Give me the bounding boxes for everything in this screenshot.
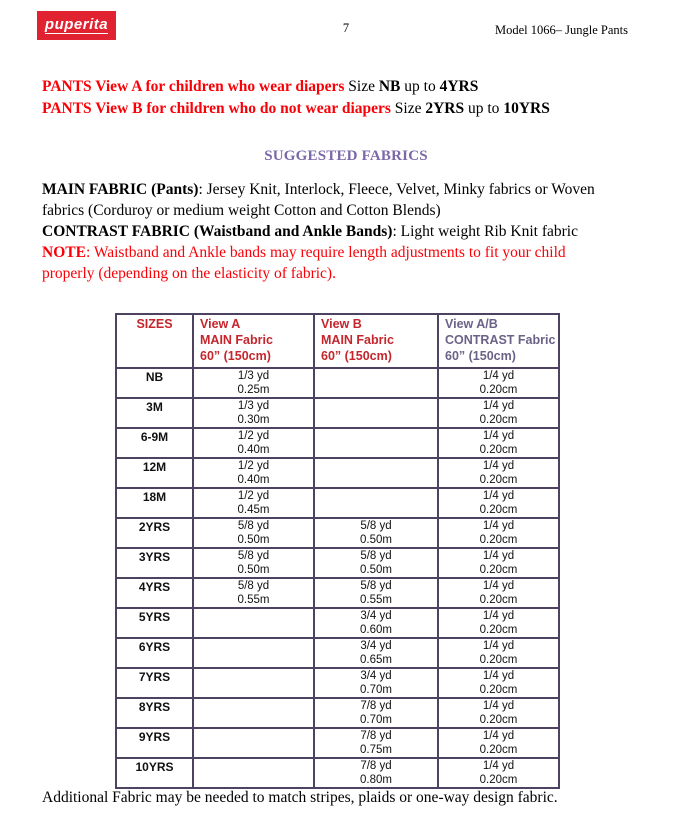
view-b-cell: 5/8 yd 0.50m (314, 518, 438, 548)
size-label: 12M (116, 458, 193, 488)
contrast-cell: 1/4 yd 0.20cm (438, 578, 559, 608)
size-label: 3YRS (116, 548, 193, 578)
size-label: 5YRS (116, 608, 193, 638)
table-row (116, 428, 559, 458)
view-b-cell: 5/8 yd 0.50m (314, 548, 438, 578)
view-a-cell: 1/3 yd 0.30m (193, 398, 314, 428)
contrast-cell: 1/4 yd 0.20cm (438, 428, 559, 458)
size-label: 4YRS (116, 578, 193, 608)
main-fabric-text-2: fabrics (Corduroy or medium weight Cotton and Cotton Blends) (42, 202, 441, 219)
size-label: 8YRS (116, 698, 193, 728)
view-a-cell: 5/8 yd 0.50m (193, 548, 314, 578)
view-a-red-text: PANTS View A for children who wear diapers (42, 78, 345, 95)
view-a-cell (193, 758, 314, 788)
view-b-cell: 3/4 yd 0.60m (314, 608, 438, 638)
view-a-size-end: 4YRS (439, 78, 479, 95)
view-b-line (42, 98, 550, 120)
column-header: View A MAIN Fabric 60” (150cm) (193, 314, 314, 368)
view-b-cell: 3/4 yd 0.70m (314, 668, 438, 698)
view-b-cell (314, 488, 438, 518)
contrast-cell: 1/4 yd 0.20cm (438, 518, 559, 548)
column-header: SIZES (116, 314, 193, 368)
view-b-cell (314, 368, 438, 398)
contrast-fabric-label: CONTRAST FABRIC (Waistband and Ankle Bands) (42, 223, 393, 240)
table-row (116, 668, 559, 698)
view-a-cell (193, 668, 314, 698)
view-a-cell (193, 698, 314, 728)
table-row (116, 608, 559, 638)
table-row (116, 758, 559, 788)
note-text-1: : Waistband and Ankle bands may require length adjustments to fit your child (85, 244, 566, 261)
view-a-cell: 5/8 yd 0.50m (193, 518, 314, 548)
column-header: View B MAIN Fabric 60” (150cm) (314, 314, 438, 368)
fabric-description (42, 179, 662, 284)
table-row (116, 368, 559, 398)
contrast-cell: 1/4 yd 0.20cm (438, 698, 559, 728)
page-number: 7 (342, 21, 350, 35)
view-b-cell: 7/8 yd 0.80m (314, 758, 438, 788)
contrast-cell: 1/4 yd 0.20cm (438, 398, 559, 428)
table-body (116, 368, 559, 788)
size-label: 9YRS (116, 728, 193, 758)
view-a-cell: 5/8 yd 0.55m (193, 578, 314, 608)
size-label: 7YRS (116, 668, 193, 698)
document-title: Model 1066– Jungle Pants (495, 23, 628, 37)
view-b-red-text: PANTS View B for children who do not wear diapers (42, 99, 391, 117)
view-a-cell (193, 728, 314, 758)
view-a-cell: 1/2 yd 0.45m (193, 488, 314, 518)
table-row (116, 638, 559, 668)
contrast-fabric-text: : Light weight Rib Knit fabric (392, 223, 578, 240)
contrast-cell: 1/4 yd 0.20cm (438, 668, 559, 698)
main-fabric-label: MAIN FABRIC (Pants) (42, 181, 199, 198)
view-a-size-start: NB (378, 78, 401, 95)
main-fabric-text-1: : Jersey Knit, Interlock, Fleece, Velvet, Minky fabrics or Woven (198, 181, 595, 198)
note-text-2: properly (depending on the elasticity of fabric). (42, 265, 336, 282)
additional-fabric-note: Additional Fabric may be needed to match stripes, plaids or one-way design fabric. (42, 789, 558, 806)
size-label: 10YRS (116, 758, 193, 788)
contrast-cell: 1/4 yd 0.20cm (438, 608, 559, 638)
contrast-cell: 1/4 yd 0.20cm (438, 728, 559, 758)
table-row (116, 398, 559, 428)
size-label: 6-9M (116, 428, 193, 458)
logo-text: puperita (44, 16, 109, 33)
note-label: NOTE (42, 244, 86, 261)
view-b-up-to: up to (464, 99, 504, 117)
view-a-cell: 1/2 yd 0.40m (193, 428, 314, 458)
contrast-cell: 1/4 yd 0.20cm (438, 458, 559, 488)
contrast-cell: 1/4 yd 0.20cm (438, 548, 559, 578)
contrast-cell: 1/4 yd 0.20cm (438, 368, 559, 398)
view-b-cell: 7/8 yd 0.75m (314, 728, 438, 758)
table-header-row (116, 314, 559, 368)
table-row (116, 488, 559, 518)
view-b-size-end: 10YRS (503, 99, 550, 117)
contrast-cell: 1/4 yd 0.20cm (438, 758, 559, 788)
view-b-cell: 7/8 yd 0.70m (314, 698, 438, 728)
contrast-cell: 1/4 yd 0.20cm (438, 638, 559, 668)
view-a-cell: 1/3 yd 0.25m (193, 368, 314, 398)
table-row (116, 698, 559, 728)
view-a-cell (193, 638, 314, 668)
table-row (116, 578, 559, 608)
view-b-size-label: Size (390, 99, 426, 117)
view-a-cell: 1/2 yd 0.40m (193, 458, 314, 488)
view-b-cell: 3/4 yd 0.65m (314, 638, 438, 668)
size-label: 3M (116, 398, 193, 428)
view-b-cell (314, 458, 438, 488)
size-label: 2YRS (116, 518, 193, 548)
contrast-cell: 1/4 yd 0.20cm (438, 488, 559, 518)
table-row (116, 728, 559, 758)
table-row (116, 548, 559, 578)
view-a-line (42, 76, 550, 98)
suggested-fabrics-heading: SUGGESTED FABRICS (264, 148, 428, 164)
size-label: 18M (116, 488, 193, 518)
view-a-cell (193, 608, 314, 638)
fabric-requirements-table (115, 313, 560, 789)
table-row (116, 458, 559, 488)
column-header: View A/B CONTRAST Fabric 60” (150cm) (438, 314, 559, 368)
view-a-up-to: up to (400, 78, 440, 95)
size-label: 6YRS (116, 638, 193, 668)
size-label: NB (116, 368, 193, 398)
view-b-cell (314, 398, 438, 428)
table-row (116, 518, 559, 548)
view-b-cell (314, 428, 438, 458)
view-a-size-label: Size (344, 78, 379, 95)
view-b-cell: 5/8 yd 0.55m (314, 578, 438, 608)
pants-views-info (42, 76, 550, 119)
view-b-size-start: 2YRS (425, 99, 465, 117)
